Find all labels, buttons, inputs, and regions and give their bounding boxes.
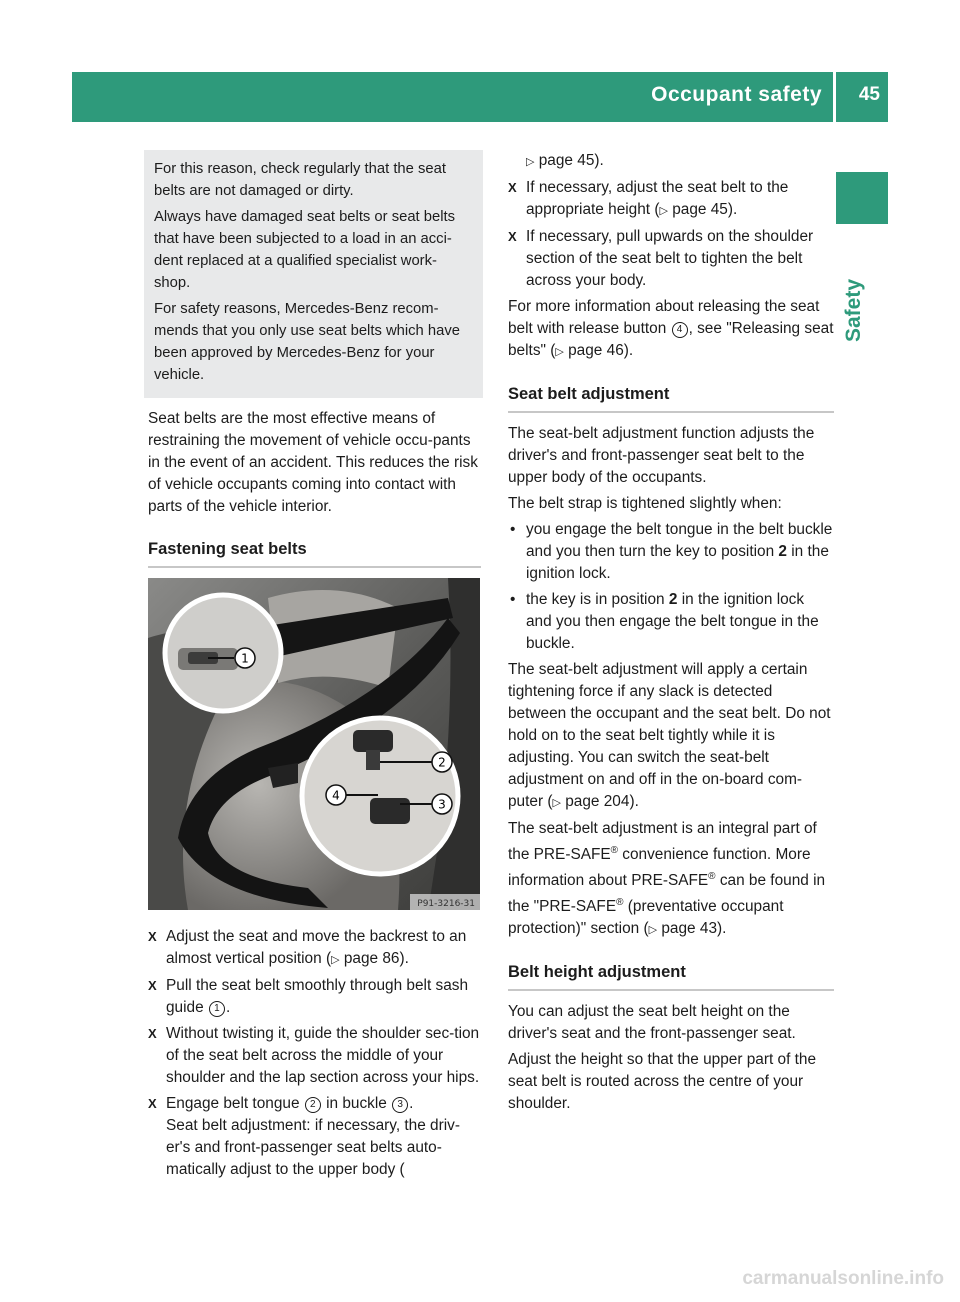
right-column [508,150,834,1119]
note-paragraph: For this reason, check regularly that the seat belts are not damaged or dirty. [154,161,446,199]
heading-adjustment: Seat belt adjustment [508,383,834,413]
callout-ref-1: 1 [209,1001,225,1017]
step-arrow-icon: X [148,978,157,993]
step-arrow-icon: X [148,929,157,944]
step-arrow-icon: X [508,180,517,195]
triangle-icon: ▷ [526,156,535,168]
step-arrow-icon: X [148,1026,157,1041]
magnify-circle-guide [165,595,281,711]
heading-fastening: Fastening seat belts [148,538,481,568]
height-paragraph: Adjust the height so that the upper part of the seat belt is routed across the centre of your shoulder. [508,1051,817,1113]
callout-2: 2 [438,755,446,770]
bullet-icon: • [510,521,516,538]
step-adjust-height: X If necessary, adjust the seat belt to the appropriate height (▷ page 45). [508,179,789,218]
adjustment-paragraph: The belt strap is tightened slightly when: [508,495,782,512]
chapter-tab [836,172,888,224]
triangle-icon: ▷ [659,205,668,217]
step-arrow-icon: X [148,1096,157,1111]
triangle-icon: ▷ [555,346,564,358]
height-paragraph: You can adjust the seat belt height on the driver's seat and the front-passenger seat. [508,1003,796,1043]
triangle-icon: ▷ [552,797,561,809]
adjustment-paragraph: The seat-belt adjustment is an integral part of the PRE-SAFE® convenience function. More information about PRE-SAFE® can be found in the "PRE-SAFE® (preventative occupant protection)" section (▷ page 43). [508,820,826,938]
section-title: Occupant safety [651,83,822,106]
step-tighten-belt: X If necessary, pull upwards on the shoulder section of the seat belt to tighten the belt across your body. [508,228,814,289]
step-engage-tongue: X Engage belt tongue 2 in buckle 3 . Seat belt adjustment: if necessary, the driv-er's and front-passenger seat belts auto-matically adjust to the upper body ( [148,1093,481,1181]
note-paragraph: Always have damaged seat belts or seat belts that have been subjected to a load in an acci-dent replaced at a qualified specialist work-shop. [154,209,456,291]
step-continuation: Seat belt adjustment: if necessary, the driv-er's and front-passenger seat belts auto-matically adjust to the upper body ( [166,1117,460,1178]
left-column [148,150,481,1185]
page-header [72,72,888,122]
triangle-icon: ▷ [331,954,340,966]
bullet-item: • you engage the belt tongue in the belt buckle and you then turn the key to position 2 in the ignition lock. [510,521,833,582]
callout-1: 1 [241,651,249,666]
adjustment-paragraph: The seat-belt adjustment function adjusts the driver's and front-passenger seat belt to the upper body of the occupants. [508,425,815,486]
seat-belt-photo [148,578,480,910]
header-divider [833,72,836,122]
step-guide-belt: X Without twisting it, guide the shoulder sec-tion of the seat belt across the middle of your shoulder and the lap section across your hips. [148,1025,480,1086]
step-continuation-ref: ▷ page 45). [526,152,604,169]
page-number: 45 [858,84,880,105]
adjustment-paragraph: The seat-belt adjustment will apply a certain tightening force if any slack is detected between the occupant and the seat belt. Do not hold on to the seat belt tightly while it is adjusting. You can switch the seat-belt adjustment on and off in the on-board com-puter (▷ page 204). [508,661,831,810]
image-code: P91-3216-31 [417,899,475,909]
callout-ref-4: 4 [672,322,688,338]
note-paragraph: For safety reasons, Mercedes-Benz recom-mends that you only use seat belts which have been approved by Mercedes-Benz for your vehicle. [154,301,460,383]
step-adjust-seat: X Adjust the seat and move the backrest to an almost vertical position (▷ page 86). [148,928,467,967]
bullet-item: • the key is in position 2 in the ignition lock and you then engage the belt tongue in the buckle. [510,591,819,652]
callout-3: 3 [438,797,446,812]
triangle-icon: ▷ [648,924,658,937]
callout-ref-3: 3 [392,1097,408,1113]
magnify-circle-buckle [302,718,458,874]
intro-paragraph: Seat belts are the most effective means of restraining the movement of vehicle occu-pants in the event of an accident. This reduces the risk of vehicle occupants coming into contact with parts of the vehicle interior. [148,410,478,515]
step-pull-belt: X Pull the seat belt smoothly through belt sash guide 1 . [148,977,469,1016]
more-info-paragraph: For more information about releasing the seat belt with release button 4 , see "Releasing seat belts" (▷ page 46). [508,298,834,359]
bullet-icon: • [510,591,516,608]
callout-ref-2: 2 [305,1097,321,1113]
step-arrow-icon: X [508,229,517,244]
note-box [144,150,483,398]
callout-4: 4 [332,788,340,803]
watermark: carmanualsonline.info [742,1268,944,1289]
chapter-label: Safety [842,278,865,342]
heading-height: Belt height adjustment [508,961,834,991]
